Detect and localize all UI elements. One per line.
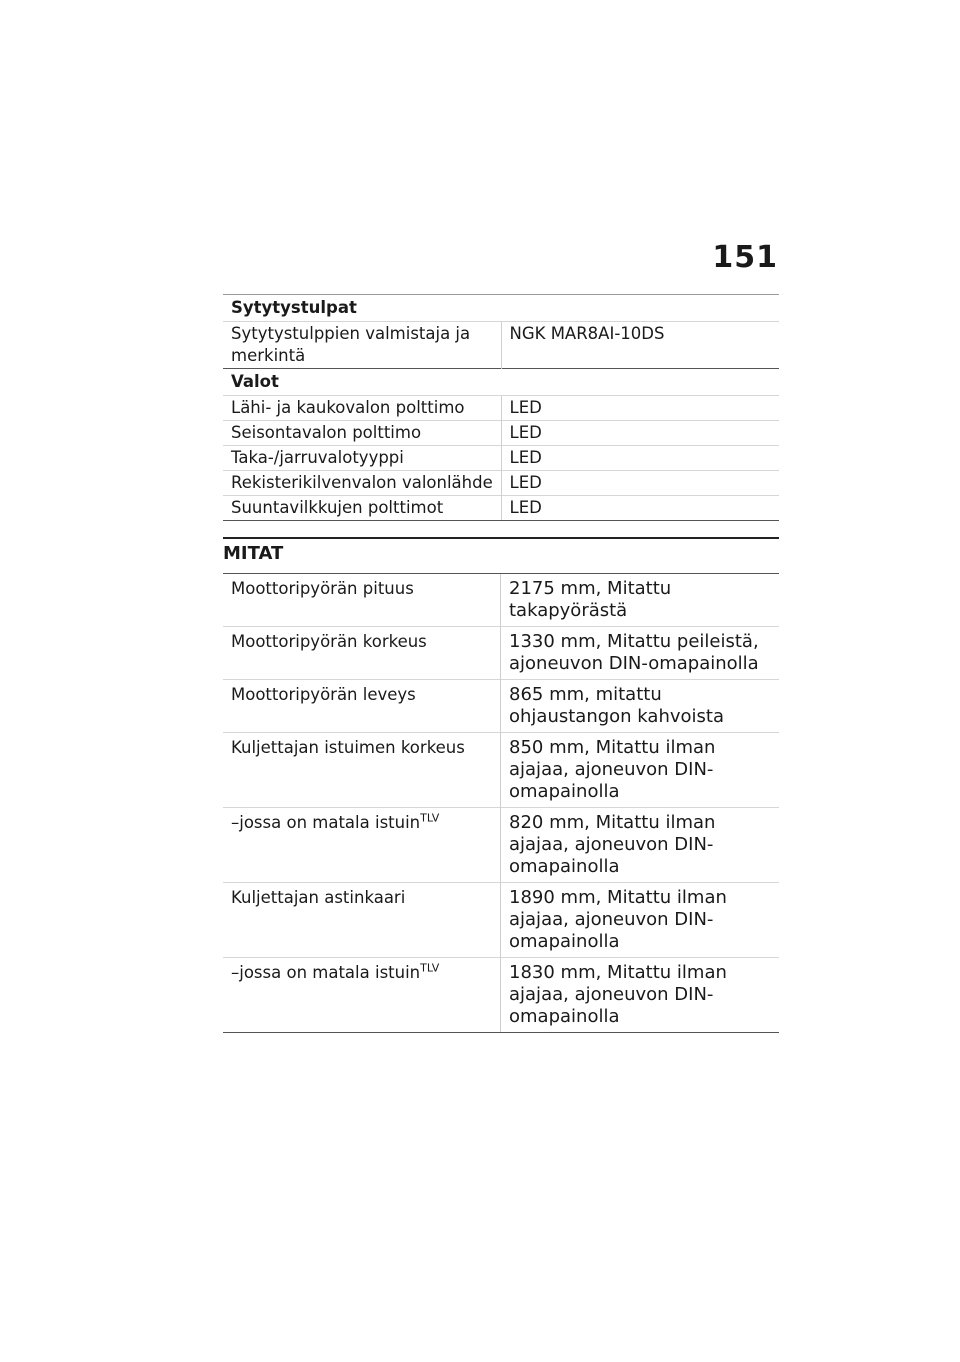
spec-content (223, 294, 779, 1033)
table-row (223, 883, 779, 958)
spec-value: 1890 mm, Mitattu ilman ajajaa, ajoneuvon DIN-omapainolla (501, 883, 780, 958)
spec-value: 850 mm, Mitattu ilman ajajaa, ajoneuvon DIN-omapainolla (501, 733, 780, 808)
spec-label-text: –jossa on matala istuin (231, 963, 421, 982)
spec-label: Kuljettajan astinkaari (223, 883, 501, 958)
lights-spec-table (223, 294, 779, 521)
spec-label-text: –jossa on matala istuin (231, 813, 421, 832)
table-row (223, 446, 779, 471)
spec-label: Sytytystulppien valmistaja ja merkintä (223, 322, 501, 369)
table-row (223, 322, 779, 369)
dimensions-title: MITAT (223, 537, 779, 573)
spec-value: 865 mm, mitattu ohjaustangon kahvoista (501, 680, 780, 733)
spec-value: LED (501, 396, 779, 421)
spec-label: Suuntavilkkujen polttimot (223, 496, 501, 521)
spec-value: LED (501, 496, 779, 521)
table-row (223, 396, 779, 421)
spec-value: 1330 mm, Mitattu peileistä, ajoneuvon DIN-omapainolla (501, 627, 780, 680)
spark-plugs-heading: Sytytystulpat (223, 295, 779, 322)
spec-value: 2175 mm, Mitattu takapyörästä (501, 574, 780, 627)
spec-value: 820 mm, Mitattu ilman ajajaa, ajoneuvon DIN-omapainolla (501, 808, 780, 883)
table-row (223, 733, 779, 808)
spec-label: Lähi- ja kaukovalon polttimo (223, 396, 501, 421)
spec-label: Moottoripyörän korkeus (223, 627, 501, 680)
variant-superscript: TLV (420, 811, 440, 825)
section-heading-row (223, 369, 779, 396)
spec-value: NGK MAR8AI-10DS (501, 322, 779, 369)
table-row (223, 627, 779, 680)
spec-value: LED (501, 446, 779, 471)
table-row (223, 496, 779, 521)
table-row (223, 471, 779, 496)
spec-label: Moottoripyörän pituus (223, 574, 501, 627)
spec-label: Kuljettajan istuimen korkeus (223, 733, 501, 808)
table-row (223, 680, 779, 733)
spec-value: LED (501, 421, 779, 446)
spec-label (223, 958, 501, 1033)
table-row (223, 958, 779, 1033)
spec-value: 1830 mm, Mitattu ilman ajajaa, ajoneuvon DIN-omapainolla (501, 958, 780, 1033)
dimensions-spec-table (223, 573, 779, 1033)
page-number: 151 (712, 240, 778, 275)
table-row (223, 808, 779, 883)
table-row (223, 574, 779, 627)
spec-value: LED (501, 471, 779, 496)
spec-label: Seisontavalon polttimo (223, 421, 501, 446)
spec-label: Rekisterikilvenvalon valonlähde (223, 471, 501, 496)
section-heading-row (223, 295, 779, 322)
spec-label (223, 808, 501, 883)
variant-superscript: TLV (420, 961, 440, 975)
table-row (223, 421, 779, 446)
spec-label: Moottoripyörän leveys (223, 680, 501, 733)
spec-label: Taka-/jarruvalotyyppi (223, 446, 501, 471)
lights-heading: Valot (223, 369, 779, 396)
